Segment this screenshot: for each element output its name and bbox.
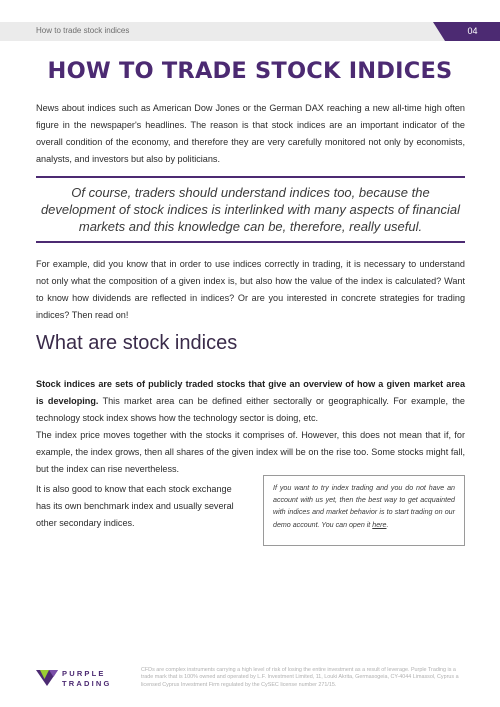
intro-paragraph: News about indices such as American Dow Jones or the German DAX reaching a new all-time high often figure in the newspaper's headlines. The reason is that stock indices are an important indicator of the overall condition of the economy, and therefore they are very carefully monitored not only by economists, analysts, and investors but also by politicians. <box>36 103 465 164</box>
callout-end: . <box>386 520 389 529</box>
benchmark-paragraph: It is also good to know that each stock exchange has its own benchmark index and usually several other secondary indices. <box>36 484 234 528</box>
quote-bottom-rule <box>36 241 465 243</box>
section-heading: What are stock indices <box>36 332 238 354</box>
risk-disclaimer: CFDs are complex instruments carrying a high level of risk of losing the entire investment as a result of leverage. Purple Trading is a trade mark that is 100% owned and operated by L.F. Investment Limited, 11, Louki Akrita, Germasogeia, CY-4044 Limassol, Cyprus a licensed Cyprus Investment Firm regulated by the CySEC license number 271/15. <box>141 667 459 688</box>
definition-bold-text: Stock indices are sets of publicly traded stocks that give an overview of how a given market area is developing. <box>36 379 465 406</box>
price-movement-paragraph: The index price moves together with the stocks it comprises of. However, this does not mean that if, for example, the index grows, then all shares of the given index will be on the rise too. Some stocks might fall, but the index can rise nevertheless. <box>36 430 465 474</box>
page-number-tab-edge <box>433 22 445 41</box>
definition-text: This market area can be defined either sectorally or geographically. For example, the technology stock index shows how the technology sector is doing, etc. <box>36 396 465 423</box>
logo-word-purple: PURPLE <box>62 669 106 678</box>
pull-quote: Of course, traders should understand indices too, because the development of stock indices is interlinked with many aspects of financial markets and this knowledge can be, therefore, really useful. <box>40 185 461 234</box>
callout-text: If you want to try index trading and you do not have an account with us yet, then the best way to get acquainted with indices and market behavior is to start trading on our demo account. You can open it <box>273 484 455 529</box>
purple-trading-logo <box>36 666 136 692</box>
demo-account-link[interactable]: here <box>372 520 387 529</box>
quote-top-rule <box>36 176 465 178</box>
page-number: 04 <box>445 22 500 41</box>
page-title: HOW TO TRADE STOCK INDICES <box>47 58 453 84</box>
logo-word-trading: TRADING <box>62 679 112 688</box>
top-header-bar <box>0 22 500 41</box>
questions-paragraph: For example, did you know that in order to use indices correctly in trading, it is necessary to understand not only what the composition of a given index is, but also how the value of the index is calculated? Want to know how dividends are reflected in indices? Or are you interested in concrete strategies for trading indices? Then read on! <box>36 259 465 320</box>
header-title: How to trade stock indices <box>36 26 130 35</box>
definition-paragraph <box>36 376 465 427</box>
logo-mark-icon <box>36 668 58 688</box>
demo-account-callout <box>263 475 465 546</box>
